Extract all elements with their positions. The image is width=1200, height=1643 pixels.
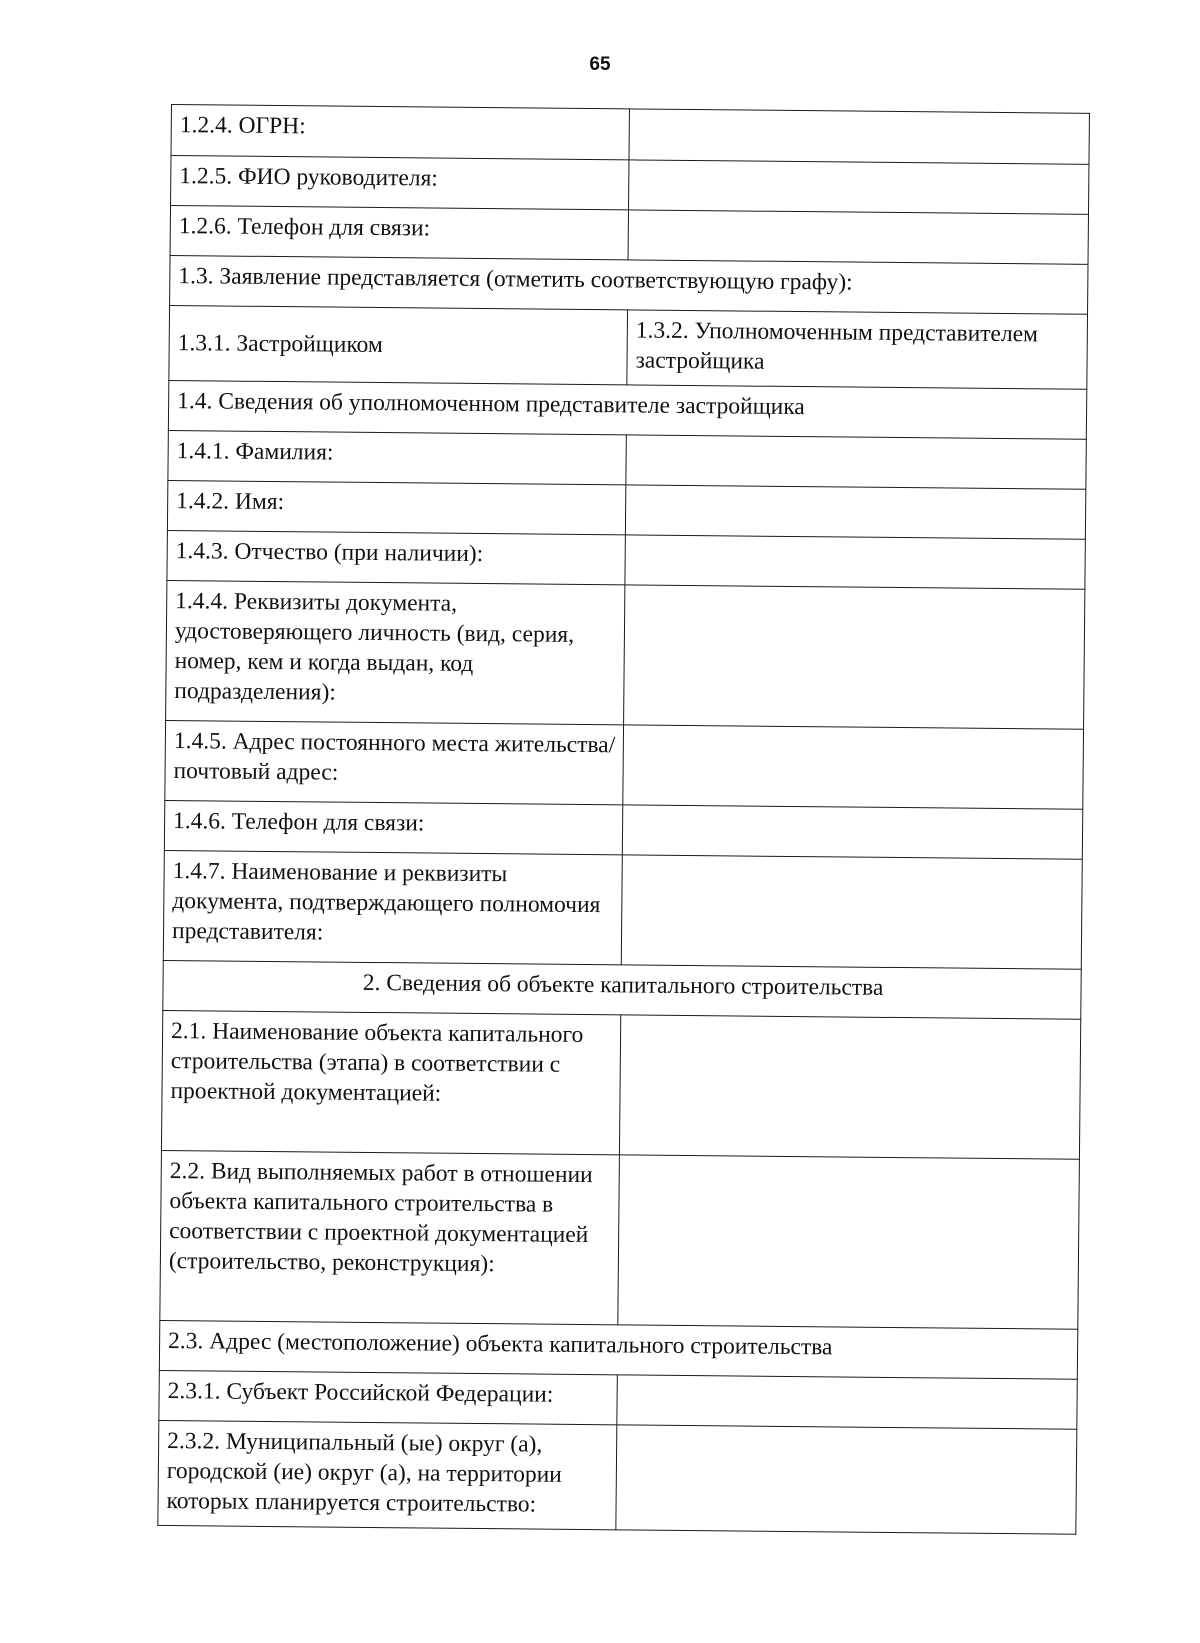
label-federal-subject: 2.3.1. Субъект Российской Федерации: — [159, 1370, 617, 1424]
label-company-phone: 1.2.6. Телефон для связи: — [170, 206, 628, 260]
label-surname: 1.4.1. Фамилия: — [168, 430, 626, 484]
label-identity-document: 1.4.4. Реквизиты документа, удостоверяющего личность (вид, серия, номер, кем и когда выдан, код подразделения): — [166, 580, 625, 724]
table-row — [160, 1150, 1080, 1329]
field-identity-document[interactable] — [624, 585, 1085, 729]
table-row — [158, 1420, 1077, 1534]
table-row — [163, 850, 1082, 969]
table-row — [170, 255, 1088, 314]
field-ogrn[interactable] — [629, 109, 1089, 164]
label-object-name: 2.1. Наименование объекта капитального строительства (этапа) в соответствии с проектной документацией: — [161, 1010, 620, 1154]
field-municipal-district[interactable] — [616, 1425, 1077, 1534]
table-row — [170, 206, 1088, 265]
label-representative-phone: 1.4.6. Телефон для связи: — [164, 800, 622, 854]
table-row — [167, 480, 1085, 539]
field-work-type[interactable] — [618, 1155, 1080, 1329]
table-row — [168, 380, 1086, 439]
application-form-table — [157, 104, 1090, 1535]
table-row — [167, 530, 1085, 589]
label-first-name: 1.4.2. Имя: — [167, 480, 625, 534]
label-work-type: 2.2. Вид выполняемых работ в отношении объекта капитального строительства в соответствии с проектной документацией (строительство, реконструкция): — [160, 1150, 620, 1324]
table-row — [159, 1370, 1077, 1429]
field-patronymic[interactable] — [625, 535, 1085, 589]
field-authority-document[interactable] — [621, 855, 1082, 969]
label-municipal-district: 2.3.2. Муниципальный (ые) округ (а), городской (ие) округ (а), на территории которых планируется строительство: — [158, 1420, 617, 1529]
option-by-developer[interactable]: 1.3.1. Застройщиком — [169, 305, 628, 384]
table-row — [171, 105, 1089, 165]
field-representative-phone[interactable] — [622, 805, 1082, 859]
field-first-name[interactable] — [625, 485, 1085, 539]
label-patronymic: 1.4.3. Отчество (при наличии): — [167, 530, 625, 584]
section-heading-representative: 1.4. Сведения об уполномоченном представителе застройщика — [168, 380, 1086, 439]
table-row — [163, 960, 1081, 1019]
table-row — [168, 430, 1086, 489]
field-company-phone[interactable] — [628, 210, 1088, 264]
field-residence-address[interactable] — [623, 725, 1084, 809]
label-residence-address: 1.4.5. Адрес постоянного места жительства/почтовый адрес: — [165, 720, 624, 804]
table-row — [169, 305, 1088, 389]
section-heading-object-address: 2.3. Адрес (местоположение) объекта капитального строительства — [159, 1320, 1077, 1379]
page-number: 65 — [589, 54, 611, 75]
table-row — [171, 156, 1089, 215]
label-authority-document: 1.4.7. Наименование и реквизиты документа, подтверждающего полномочия представителя: — [163, 850, 622, 964]
label-ogrn: 1.2.4. ОГРН: — [171, 105, 629, 160]
field-surname[interactable] — [626, 435, 1086, 489]
section-heading-submitted-by: 1.3. Заявление представляется (отметить соответствующую графу): — [170, 255, 1088, 314]
table-row — [165, 720, 1084, 809]
field-object-name[interactable] — [619, 1015, 1080, 1159]
table-row — [159, 1320, 1077, 1379]
field-director-name[interactable] — [629, 160, 1089, 214]
field-federal-subject[interactable] — [617, 1375, 1077, 1429]
option-by-representative[interactable]: 1.3.2. Уполномоченным представителем застройщика — [627, 310, 1088, 389]
table-row — [161, 1010, 1080, 1159]
label-director-name: 1.2.5. ФИО руководителя: — [171, 156, 629, 210]
section-heading-construction-object: 2. Сведения об объекте капитального строительства — [163, 960, 1081, 1019]
table-row — [166, 580, 1085, 729]
table-row — [164, 800, 1082, 859]
